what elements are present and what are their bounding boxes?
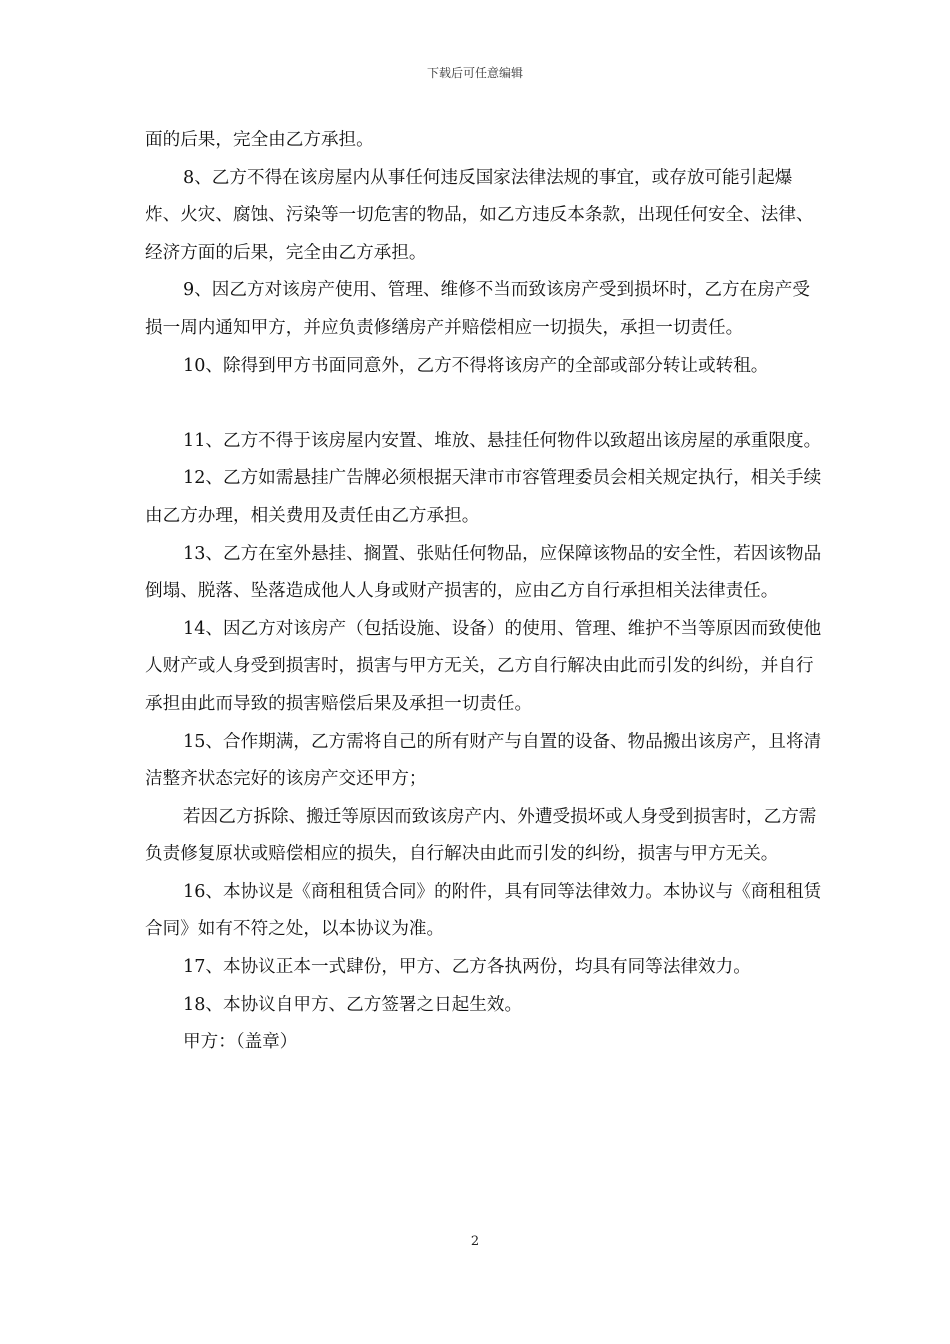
- clause-16: 16、本协议是《商租租赁合同》的附件，具有同等法律效力。本协议与《商租租赁合同》如有不符之处，以本协议为准。: [145, 881, 822, 940]
- clause-13: 13、乙方在室外悬挂、搁置、张贴任何物品，应保障该物品的安全性，若因该物品倒塌、脱落、坠落造成他人人身或财产损害的，应由乙方自行承担相关法律责任。: [145, 543, 822, 602]
- clause-9: 9、因乙方对该房产使用、管理、维修不当而致该房产受到损坏时，乙方在房产受损一周内通知甲方，并应负责修缮房产并赔偿相应一切损失，承担一切责任。: [145, 280, 810, 338]
- clause-17: 17、本协议正本一式肆份，甲方、乙方各执两份，均具有同等法律效力。: [183, 957, 751, 978]
- clause-8: 8、乙方不得在该房屋内从事任何违反国家法律法规的事宜，或存放可能引起爆炸、火灾、腐蚀、污染等一切危害的物品，如乙方违反本条款，出现任何安全、法律、经济方面的后果，完全由乙方承担。: [145, 167, 814, 263]
- clause-15-continued: 若因乙方拆除、搬迁等原因而致该房产内、外遭受损坏或人身受到损害时，乙方需负责修复原状或赔偿相应的损失，自行解决由此而引发的纠纷，损害与甲方无关。: [145, 806, 817, 865]
- page-header: 下载后可任意编辑: [426, 66, 523, 80]
- paragraph-continuation: 面的后果，完全由乙方承担。: [145, 130, 374, 150]
- document-body: [145, 122, 825, 1062]
- clause-11: 11、乙方不得于该房屋内安置、堆放、悬挂任何物件以致超出该房屋的承重限度。: [183, 430, 822, 451]
- clause-18: 18、本协议自甲方、乙方签署之日起生效。: [183, 994, 523, 1015]
- clause-15: 15、合作期满，乙方需将自己的所有财产与自置的设备、物品搬出该房产，且将清洁整齐状态完好的该房产交还甲方；: [145, 731, 822, 790]
- clause-12: 12、乙方如需悬挂广告牌必须根据天津市市容管理委员会相关规定执行，相关手续由乙方办理，相关费用及责任由乙方承担。: [145, 468, 822, 526]
- page-number: 2: [470, 1234, 480, 1249]
- signature-line-party-a: 甲方：（盖章）: [183, 1032, 298, 1053]
- clause-14: 14、因乙方对该房产（包括设施、设备）的使用、管理、维护不当等原因而致使他人财产或人身受到损害时，损害与甲方无关，乙方自行解决由此而引发的纠纷，并自行承担由此而导致的损害赔偿后果及承担一切责任。: [145, 618, 822, 714]
- clause-10: 10、除得到甲方书面同意外，乙方不得将该房产的全部或部分转让或转租。: [183, 355, 769, 376]
